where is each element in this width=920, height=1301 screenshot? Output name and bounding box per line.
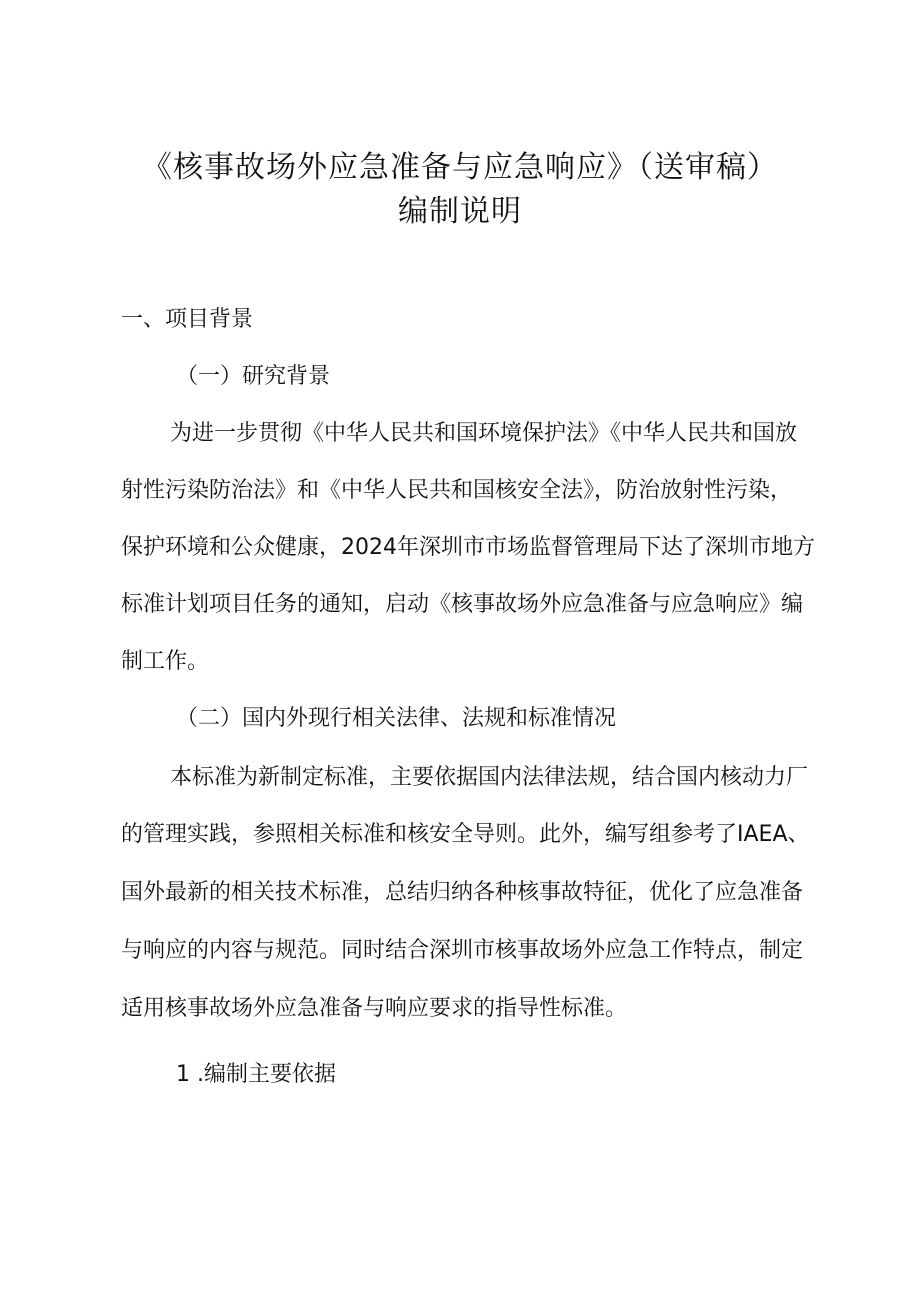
paragraph-1-line-3: 保护环境和公众健康，2024年深圳市市场监督管理局下达了深圳市地方 (121, 535, 815, 560)
paragraph-1-line-4: 标准计划项目任务的通知，启动《核事故场外应急准备与应急响应》编 (121, 592, 804, 617)
section-heading-project-background: 一、项目背景 (121, 307, 254, 332)
subsection-heading-research-background: （一）研究背景 (176, 364, 331, 389)
paragraph-2-line-2: 的管理实践，参照相关标准和核安全导则。此外，编写组参考了IAEA、 (121, 822, 810, 847)
paragraph-2-line-3: 国外最新的相关技术标准，总结归纳各种核事故特征，优化了应急准备 (121, 880, 804, 905)
document-title-line-2: 编制说明 (398, 194, 522, 229)
paragraph-2-line-5: 适用核事故场外应急准备与响应要求的指导性标准。 (121, 996, 628, 1021)
paragraph-1-line-2: 射性污染防治法》和《中华人民共和国核安全法》，防治放射性污染， (121, 478, 793, 503)
paragraph-1-line-1: 为进一步贯彻《中华人民共和国环境保护法》《中华人民共和国放 (170, 421, 798, 446)
subsection-heading-laws-and-standards: （二）国内外现行相关法律、法规和标准情况 (176, 706, 617, 731)
paragraph-1-line-5: 制工作。 (121, 649, 210, 674)
item-heading-main-basis: 1 .编制主要依据 (176, 1062, 336, 1087)
paragraph-2-line-1: 本标准为新制定标准，主要依据国内法律法规，结合国内核动力厂 (170, 765, 809, 790)
paragraph-2-line-4: 与响应的内容与规范。同时结合深圳市核事故场外应急工作特点，制定 (121, 938, 804, 963)
document-title-line-1: 《核事故场外应急准备与应急响应》（送审稿） (142, 150, 778, 185)
